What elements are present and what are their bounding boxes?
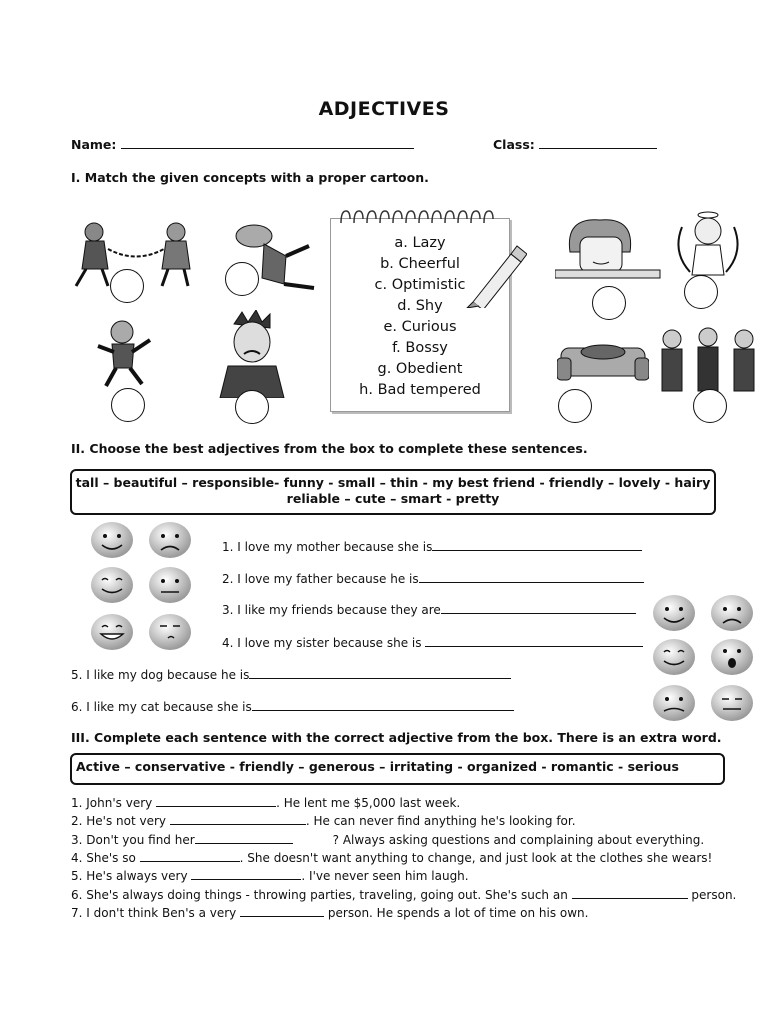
concept-item: c. Optimistic — [374, 277, 466, 293]
class-blank[interactable] — [539, 137, 657, 149]
faces-left — [90, 522, 200, 654]
pencil-icon — [465, 240, 527, 312]
laughing-face-icon — [91, 614, 133, 650]
faces-right — [652, 595, 756, 725]
name-label: Name: — [71, 137, 121, 152]
cheerful-man-icon — [92, 318, 162, 390]
sentence-2-5: 5. I like my dog because he is — [71, 667, 511, 682]
concept-item: g. Obedient — [377, 361, 463, 377]
concept-item: b. Cheerful — [380, 256, 460, 272]
answer-blank[interactable] — [425, 635, 643, 647]
concept-item: e. Curious — [383, 319, 457, 335]
answer-blank[interactable] — [419, 571, 644, 583]
sentence-3-7: 7. I don't think Ben's a very person. He spends a lot of time on his own. — [71, 906, 589, 920]
answer-blank[interactable] — [252, 699, 514, 711]
sentence-3-3: 3. Don't you find her ? Always asking questions and complaining about everything. — [71, 833, 705, 847]
class-label: Class: — [493, 137, 540, 152]
concept-item: d. Shy — [397, 298, 443, 314]
curious-men-icon — [650, 325, 765, 393]
sentence-2-1: 1. I love my mother because she is — [222, 539, 642, 554]
sentence-3-4: 4. She's so . She doesn't want anything to change, and just look at the clothes she wears! — [71, 851, 713, 865]
answer-blank[interactable] — [441, 602, 636, 614]
word-box-2 — [70, 469, 716, 515]
concept-item: a. Lazy — [394, 235, 446, 251]
lazy-couch-icon — [557, 334, 649, 390]
word-box-3-text: Active – conservative - friendly – generous – irritating - organized - romantic - serious — [76, 759, 679, 774]
surprised-face-icon — [711, 639, 753, 675]
answer-blank[interactable] — [170, 813, 306, 825]
answer-circle-4[interactable] — [684, 275, 718, 309]
answer-blank[interactable] — [191, 868, 301, 880]
name-field[interactable] — [71, 137, 414, 152]
smiling-face-icon — [653, 595, 695, 631]
smiling-face-icon — [91, 522, 133, 558]
answer-circle-5[interactable] — [111, 388, 145, 422]
sentence-2-3: 3. I like my friends because they are — [222, 602, 636, 617]
frowning-face-icon — [711, 595, 753, 631]
section1-heading: I. Match the given concepts with a proper cartoon. — [71, 170, 429, 185]
answer-circle-2[interactable] — [225, 262, 259, 296]
answer-circle-3[interactable] — [592, 286, 626, 320]
name-blank[interactable] — [121, 137, 414, 149]
winking-face-icon — [149, 614, 191, 650]
answer-circle-7[interactable] — [558, 389, 592, 423]
child-peeking-icon — [555, 212, 663, 287]
frowning-face-icon — [149, 522, 191, 558]
sentence-2-2: 2. I love my father because he is — [222, 571, 644, 586]
answer-blank[interactable] — [140, 850, 240, 862]
word-box-2-line2: reliable – cute – smart - pretty — [286, 491, 500, 506]
word-box-3 — [70, 753, 725, 785]
spiral-binding-icon — [337, 209, 503, 225]
sentence-3-5: 5. He's always very . I've never seen him laugh. — [71, 869, 469, 883]
answer-blank[interactable] — [572, 887, 688, 899]
concept-item: f. Bossy — [392, 340, 448, 356]
page-title: ADJECTIVES — [318, 98, 450, 120]
answer-blank[interactable] — [195, 832, 293, 844]
sentence-3-6: 6. She's always doing things - throwing parties, traveling, going out. She's such an person. — [71, 888, 737, 902]
word-box-2-line1: tall – beautiful – responsible- funny - small – thin - my best friend - friendly – lovely - hairy — [75, 475, 711, 490]
answer-blank[interactable] — [249, 667, 511, 679]
answer-blank[interactable] — [156, 795, 276, 807]
answer-blank[interactable] — [240, 905, 324, 917]
answer-circle-6[interactable] — [235, 390, 269, 424]
neutral-face-icon — [711, 685, 753, 721]
sentence-3-1: 1. John's very . He lent me $5,000 last week. — [71, 796, 461, 810]
concept-item: h. Bad tempered — [359, 382, 481, 398]
section3-heading: III. Complete each sentence with the correct adjective from the box. There is an extra word. — [71, 730, 722, 745]
class-field[interactable] — [493, 137, 657, 152]
answer-circle-8[interactable] — [693, 389, 727, 423]
sentence-3-2: 2. He's not very . He can never find anything he's looking for. — [71, 814, 576, 828]
grinning-face-icon — [91, 567, 133, 603]
neutral-face-icon — [149, 567, 191, 603]
section2-heading: II. Choose the best adjectives from the box to complete these sentences. — [71, 441, 588, 456]
angry-man-icon — [214, 310, 290, 398]
answer-blank[interactable] — [432, 539, 642, 551]
sentence-2-6: 6. I like my cat because she is — [71, 699, 514, 714]
worried-face-icon — [653, 685, 695, 721]
sentence-2-4: 4. I love my sister because she is — [222, 635, 643, 650]
answer-circle-1[interactable] — [110, 269, 144, 303]
grinning-face-icon — [653, 639, 695, 675]
angel-icon — [672, 207, 744, 282]
